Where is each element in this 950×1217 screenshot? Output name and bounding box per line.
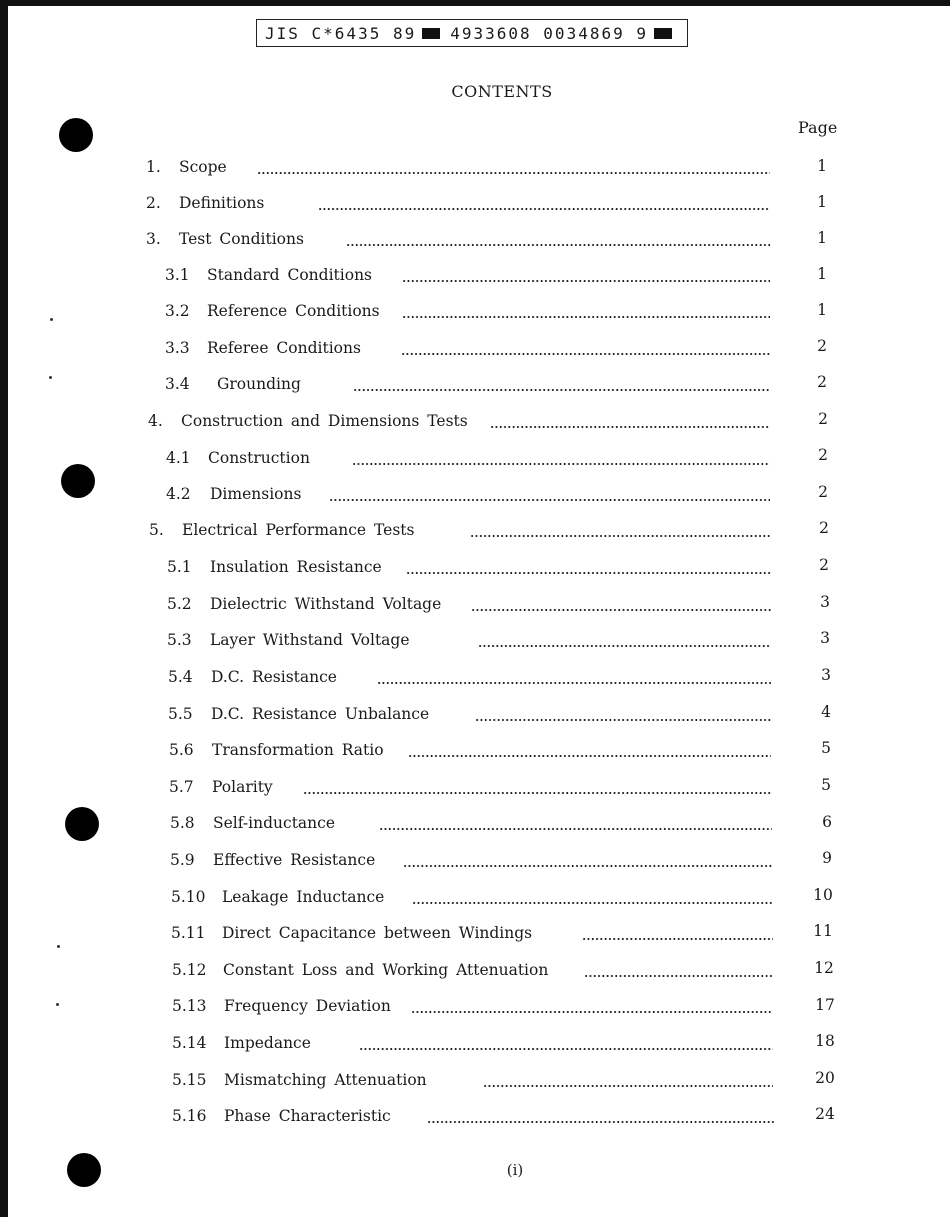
- toc-entry-page: 2: [819, 556, 829, 574]
- toc-entry-number: 5.11: [171, 924, 206, 942]
- punch-hole-3: [65, 807, 99, 841]
- scan-top-edge: [0, 0, 950, 6]
- toc-entry[interactable]: [172, 1107, 774, 1129]
- dot-leader: [475, 718, 771, 722]
- redaction-block: [654, 28, 672, 39]
- toc-entry-number: 3.2: [165, 302, 190, 320]
- document-code-header: [256, 19, 688, 47]
- dot-leader: [584, 974, 773, 978]
- toc-entry-number: 5.14: [172, 1034, 207, 1052]
- toc-entry-title: Grounding: [217, 375, 301, 393]
- toc-entry-page: 1: [817, 265, 827, 283]
- toc-entry-page: 2: [818, 446, 828, 464]
- toc-entry-page: 2: [817, 373, 827, 391]
- toc-entry[interactable]: [171, 924, 773, 946]
- toc-entry-title: D.C. Resistance Unbalance: [211, 705, 430, 723]
- toc-entry-title: Leakage Inductance: [222, 888, 385, 906]
- dot-leader: [403, 864, 772, 868]
- toc-entry-number: 5.6: [169, 741, 194, 759]
- punch-hole-4: [67, 1153, 101, 1187]
- toc-entry-page: 3: [820, 593, 830, 611]
- scan-speck: [49, 376, 52, 379]
- toc-entry-title: Layer Withstand Voltage: [210, 631, 410, 649]
- dot-leader: [346, 243, 770, 247]
- dot-leader: [402, 315, 770, 319]
- dot-leader: [490, 425, 770, 429]
- toc-entry[interactable]: [168, 668, 771, 690]
- toc-entry[interactable]: [171, 888, 773, 910]
- toc-entry-title: Scope: [179, 158, 227, 176]
- scan-left-edge: [0, 0, 8, 1217]
- toc-entry-page: 10: [813, 886, 833, 904]
- toc-entry-number: 5.16: [172, 1107, 207, 1125]
- toc-entry-title: Mismatching Attenuation: [224, 1071, 427, 1089]
- dot-leader: [352, 462, 770, 466]
- redaction-block: [422, 28, 440, 39]
- toc-entry[interactable]: [169, 741, 771, 763]
- toc-entry-title: Polarity: [212, 778, 273, 796]
- dot-leader: [318, 207, 770, 211]
- toc-entry-title: Construction: [208, 449, 310, 467]
- toc-entry-title: Definitions: [179, 194, 265, 212]
- toc-entry-page: 20: [815, 1069, 835, 1087]
- toc-entry[interactable]: [172, 961, 773, 983]
- toc-entry-number: 5.2: [167, 595, 192, 613]
- toc-entry-title: Dimensions: [210, 485, 302, 503]
- toc-entry[interactable]: [165, 266, 770, 288]
- toc-entry-page: 2: [818, 483, 828, 501]
- toc-entry-page: 2: [818, 410, 828, 428]
- toc-entry-title: Frequency Deviation: [224, 997, 391, 1015]
- dot-leader: [412, 901, 773, 905]
- dot-leader: [427, 1120, 774, 1124]
- toc-entry-number: 4.2: [166, 485, 191, 503]
- dot-leader: [402, 279, 770, 283]
- toc-entry[interactable]: [146, 230, 770, 252]
- scan-speck: [50, 318, 53, 321]
- toc-entry[interactable]: [148, 412, 770, 434]
- toc-entry[interactable]: [167, 595, 771, 617]
- toc-entry[interactable]: [167, 631, 771, 653]
- toc-entry-title: Test Conditions: [179, 230, 304, 248]
- toc-entry-number: 5.10: [171, 888, 206, 906]
- toc-entry-number: 4.: [148, 412, 163, 430]
- toc-entry-number: 3.3: [165, 339, 190, 357]
- toc-entry-page: 24: [815, 1105, 835, 1123]
- dot-leader: [471, 608, 771, 612]
- toc-entry-number: 1.: [146, 158, 161, 176]
- toc-entry-page: 11: [813, 922, 833, 940]
- toc-entry-page: 2: [819, 519, 829, 537]
- toc-entry-number: 4.1: [166, 449, 191, 467]
- toc-entry[interactable]: [170, 851, 772, 873]
- toc-entry-title: Transformation Ratio: [212, 741, 384, 759]
- toc-entry[interactable]: [172, 1034, 773, 1056]
- toc-entry[interactable]: [149, 521, 771, 543]
- toc-entry-title: Standard Conditions: [207, 266, 373, 284]
- dot-leader: [478, 644, 771, 648]
- dot-leader: [470, 534, 771, 538]
- toc-entry[interactable]: [167, 558, 771, 580]
- dot-leader: [379, 827, 772, 831]
- toc-entry[interactable]: [172, 1071, 773, 1093]
- page-number-footer: (i): [506, 1161, 524, 1179]
- dot-leader: [359, 1047, 773, 1051]
- scan-edge-mark: [12, 1163, 16, 1179]
- toc-entry-number: 5.7: [169, 778, 194, 796]
- toc-entry-page: 1: [817, 157, 827, 175]
- toc-entry[interactable]: [146, 158, 770, 180]
- toc-entry-number: 3.1: [165, 266, 190, 284]
- dot-leader: [257, 171, 770, 175]
- toc-entry[interactable]: [165, 302, 770, 324]
- toc-entry-page: 5: [821, 739, 831, 757]
- toc-entry-number: 5.1: [167, 558, 192, 576]
- header-serial-codes: 4933608 0034869 9: [450, 23, 648, 43]
- toc-entry-number: 3.: [146, 230, 161, 248]
- toc-entry-number: 5.5: [168, 705, 193, 723]
- toc-entry-title: Constant Loss and Working Attenuation: [223, 961, 549, 979]
- toc-entry[interactable]: [169, 778, 771, 800]
- toc-entry[interactable]: [166, 485, 770, 507]
- toc-entry-page: 9: [822, 849, 832, 867]
- toc-entry[interactable]: [172, 997, 773, 1019]
- toc-entry-page: 3: [821, 666, 831, 684]
- toc-entry-number: 2.: [146, 194, 161, 212]
- toc-entry-page: 3: [820, 629, 830, 647]
- toc-entry-title: Self-inductance: [213, 814, 336, 832]
- toc-entry[interactable]: [170, 814, 772, 836]
- toc-entry[interactable]: [168, 705, 771, 727]
- dot-leader: [483, 1084, 773, 1088]
- toc-entry-number: 5.4: [168, 668, 193, 686]
- toc-entry[interactable]: [165, 375, 770, 397]
- toc-entry-page: 5: [821, 776, 831, 794]
- scan-speck: [57, 945, 60, 948]
- toc-entry-page: 2: [817, 337, 827, 355]
- toc-entry-title: Impedance: [224, 1034, 311, 1052]
- toc-entry[interactable]: [165, 339, 770, 361]
- toc-entry-title: Reference Conditions: [207, 302, 380, 320]
- toc-entry-number: 5.: [149, 521, 164, 539]
- dot-leader: [401, 352, 770, 356]
- toc-entry-title: Phase Characteristic: [224, 1107, 391, 1125]
- toc-entry-title: Construction and Dimensions Tests: [181, 412, 468, 430]
- toc-entry-title: Dielectric Withstand Voltage: [210, 595, 442, 613]
- toc-entry-page: 1: [817, 193, 827, 211]
- toc-entry-title: Electrical Performance Tests: [182, 521, 415, 539]
- toc-entry-number: 3.4: [165, 375, 190, 393]
- toc-entry-page: 6: [822, 813, 832, 831]
- toc-entry-page: 12: [814, 959, 834, 977]
- dot-leader: [353, 388, 770, 392]
- toc-entry-title: Effective Resistance: [213, 851, 376, 869]
- toc-entry-number: 5.3: [167, 631, 192, 649]
- toc-entry-title: Referee Conditions: [207, 339, 361, 357]
- toc-entry-page: 1: [817, 301, 827, 319]
- toc-entry-title: D.C. Resistance: [211, 668, 337, 686]
- page-column-heading: Page: [798, 118, 838, 137]
- toc-entry-page: 17: [815, 996, 835, 1014]
- toc-entry-title: Insulation Resistance: [210, 558, 382, 576]
- page-title: CONTENTS: [451, 82, 553, 101]
- dot-leader: [329, 498, 770, 502]
- toc-entry-page: 1: [817, 229, 827, 247]
- toc-entry[interactable]: [146, 194, 770, 216]
- toc-entry-number: 5.15: [172, 1071, 207, 1089]
- toc-entry-page: 18: [815, 1032, 835, 1050]
- dot-leader: [411, 1010, 773, 1014]
- toc-entry-number: 5.9: [170, 851, 195, 869]
- header-standard-code: JIS C*6435 89: [265, 23, 417, 43]
- dot-leader: [406, 571, 771, 575]
- dot-leader: [582, 937, 773, 941]
- dot-leader: [377, 681, 771, 685]
- dot-leader: [303, 791, 771, 795]
- toc-entry-number: 5.12: [172, 961, 207, 979]
- toc-entry-page: 4: [821, 703, 831, 721]
- punch-hole-2: [61, 464, 95, 498]
- toc-entry[interactable]: [166, 449, 770, 471]
- toc-entry-number: 5.13: [172, 997, 207, 1015]
- punch-hole-1: [59, 118, 93, 152]
- toc-entry-title: Direct Capacitance between Windings: [222, 924, 533, 942]
- toc-entry-number: 5.8: [170, 814, 195, 832]
- scan-speck: [56, 1003, 59, 1006]
- dot-leader: [408, 754, 771, 758]
